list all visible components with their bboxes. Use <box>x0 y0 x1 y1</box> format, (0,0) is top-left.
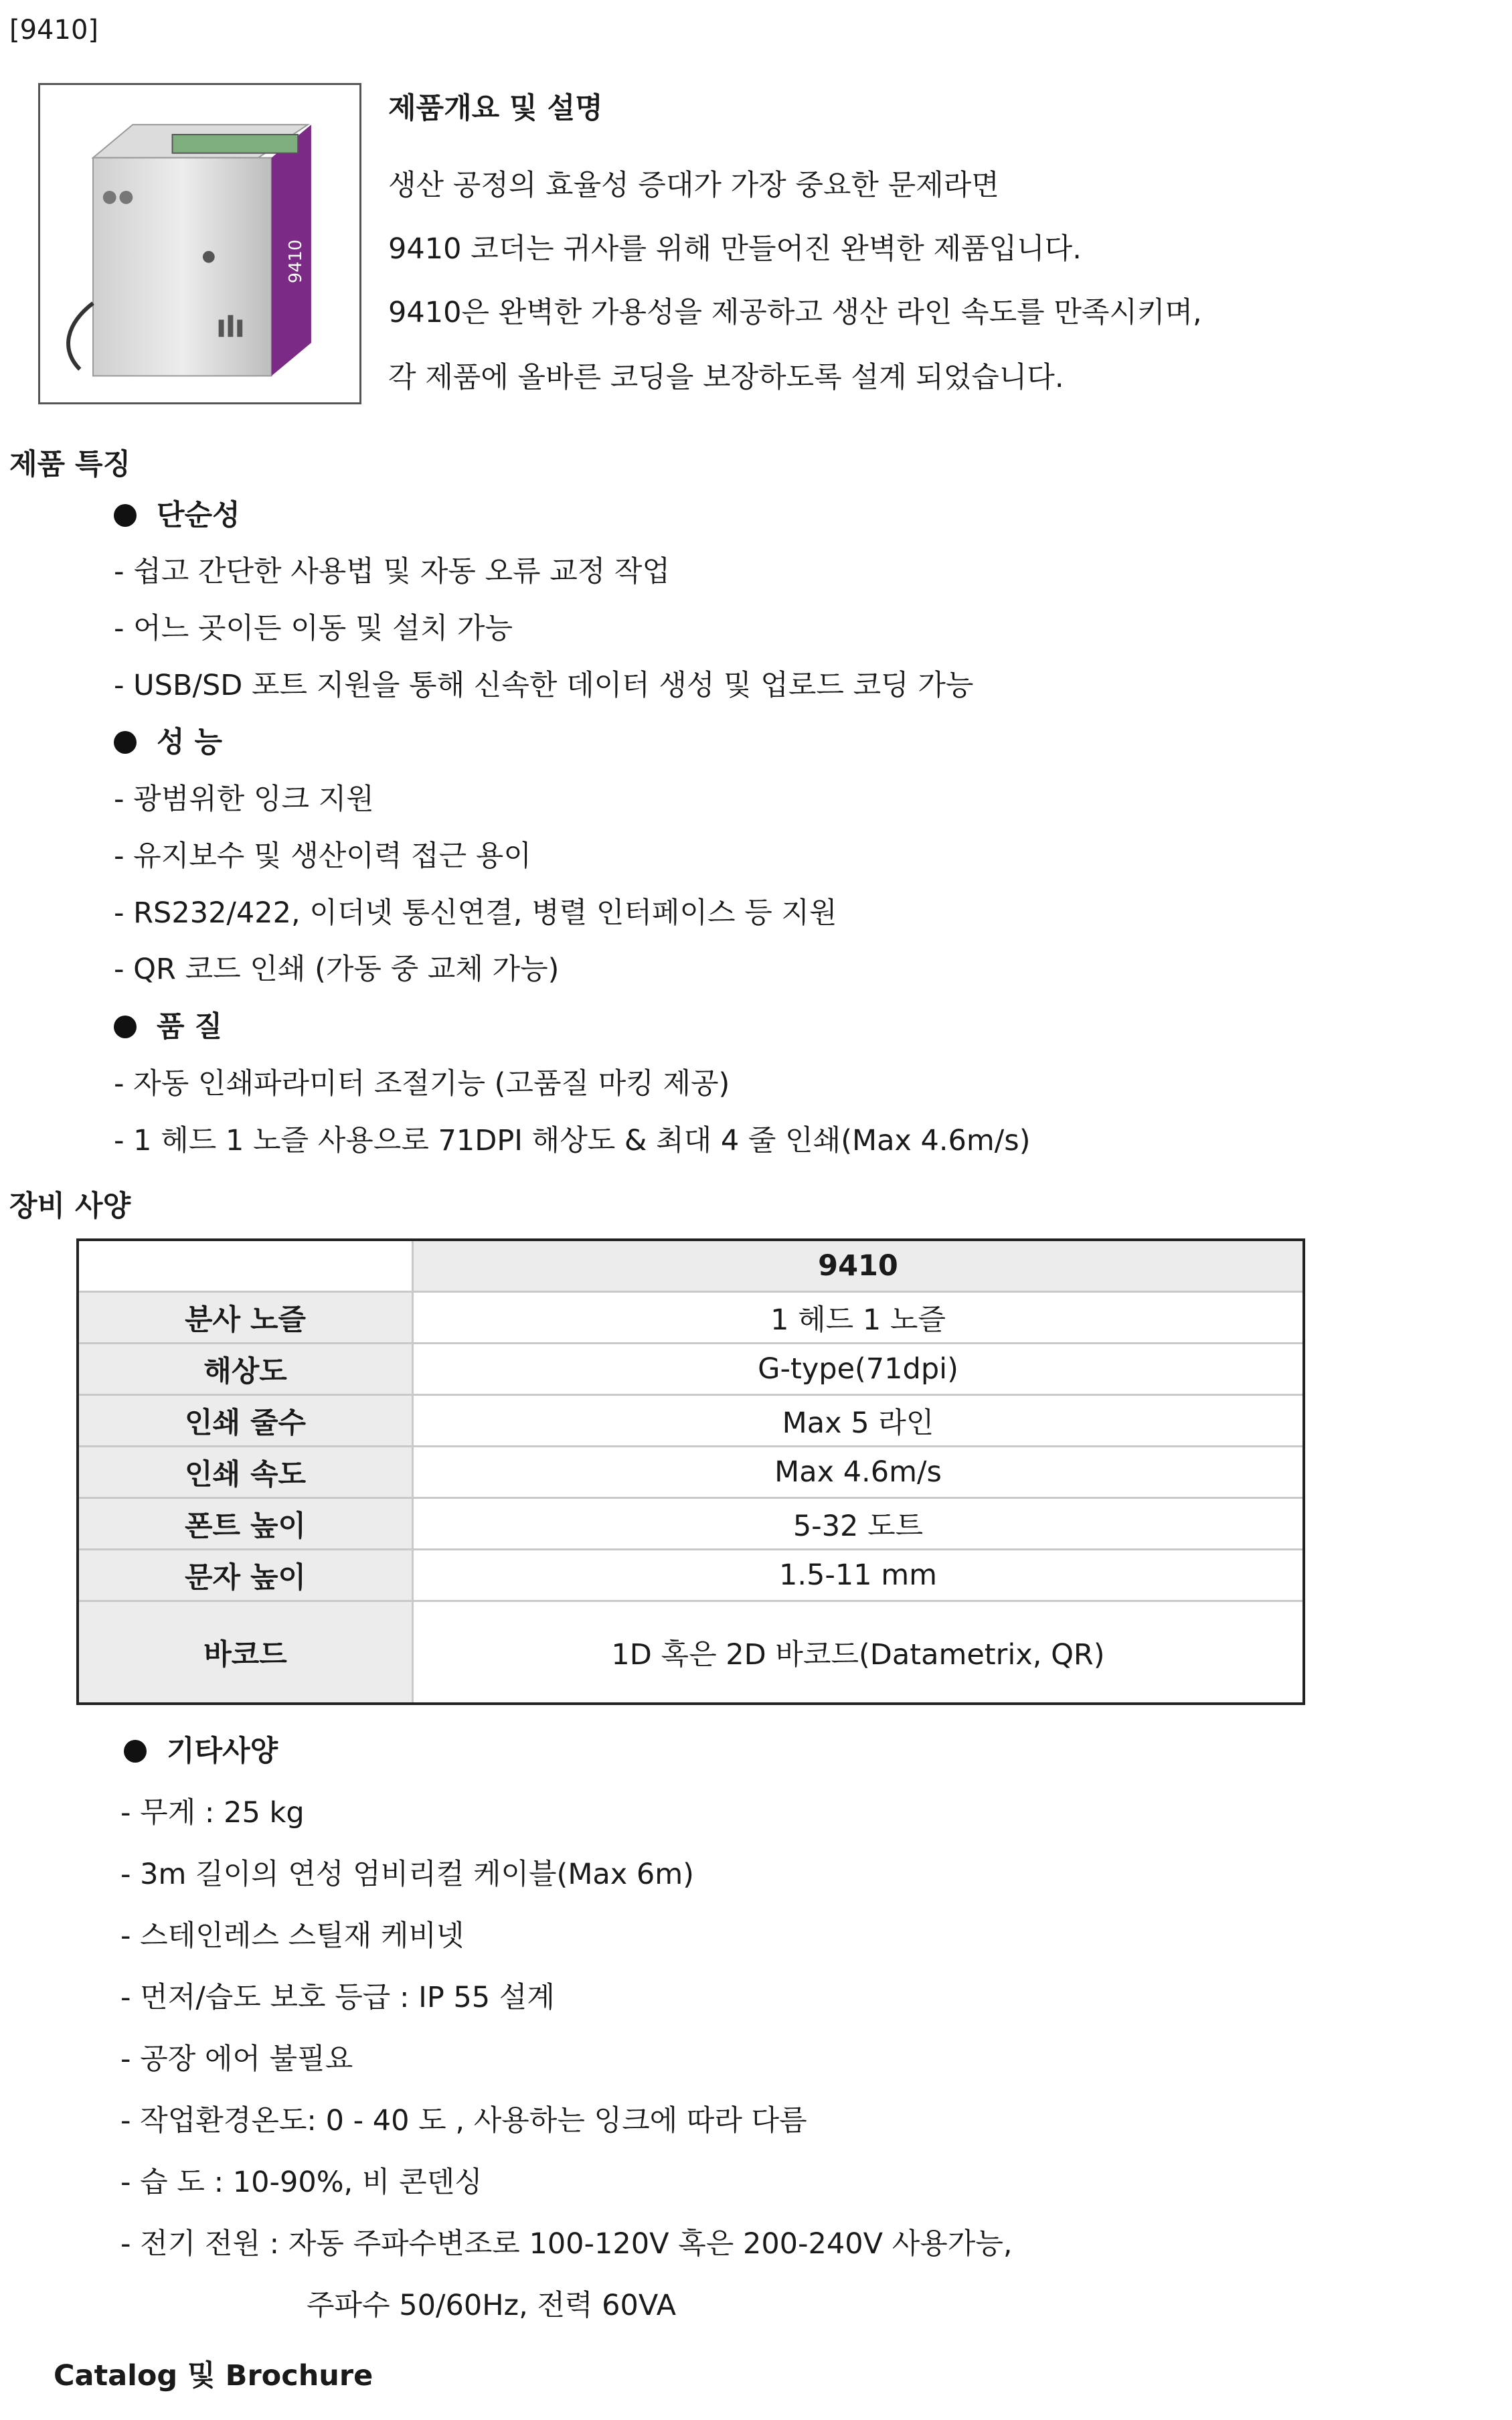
other-spec-item: - 스테인레스 스틸재 케비넷 <box>120 1919 465 1953</box>
table-row <box>78 1447 1304 1498</box>
spec-label: 문자 높이 <box>78 1550 413 1601</box>
other-spec-item: - 작업환경온도: 0 - 40 도 , 사용하는 잉크에 따라 다름 <box>120 2104 807 2137</box>
spec-table <box>76 1238 1305 1705</box>
feature-item: - 광범위한 잉크 지원 <box>114 783 374 816</box>
table-row <box>78 1344 1304 1395</box>
spec-label: 분사 노즐 <box>78 1292 413 1344</box>
feature-item: - 자동 인쇄파라미터 조절기능 (고품질 마킹 제공) <box>114 1067 730 1101</box>
spec-label: 바코드 <box>78 1601 413 1704</box>
overview-line: 9410은 완벽한 가용성을 제공하고 생산 라인 속도를 만족시키며, <box>388 296 1202 329</box>
other-spec-item: - 전기 전원 : 자동 주파수변조로 100-120V 혹은 200-240V 사용가능, <box>120 2227 1013 2261</box>
document-tag: [9410] <box>9 15 99 46</box>
spec-value: 1 헤드 1 노즐 <box>413 1292 1305 1344</box>
spec-value: G-type(71dpi) <box>413 1344 1305 1395</box>
overview-title: 제품개요 및 설명 <box>388 92 603 125</box>
bullet-dot-icon <box>114 504 137 527</box>
feature-item: - USB/SD 포트 지원을 통해 신속한 데이터 생성 및 업로드 코딩 가능 <box>114 669 974 702</box>
spec-value: 5-32 도트 <box>413 1498 1305 1550</box>
feature-group-title: 품 질 <box>114 1004 222 1045</box>
spec-value: Max 5 라인 <box>413 1395 1305 1447</box>
bullet-dot-icon <box>124 1740 147 1763</box>
side-label: 9410 <box>286 239 307 284</box>
spec-label: 인쇄 줄수 <box>78 1395 413 1447</box>
spec-value: 1.5-11 mm <box>413 1550 1305 1601</box>
other-spec-continuation: 주파수 50/60Hz, 전력 60VA <box>307 2289 676 2322</box>
table-row <box>78 1601 1304 1704</box>
other-spec-item: - 먼저/습도 보호 등급 : IP 55 설계 <box>120 1981 555 2014</box>
spec-label: 해상도 <box>78 1344 413 1395</box>
feature-item: - 쉽고 간단한 사용법 및 자동 오류 교정 작업 <box>114 555 671 588</box>
feature-item: - QR 코드 인쇄 (가동 중 교체 가능) <box>114 953 560 986</box>
other-specs-title: 기타사양 <box>124 1728 278 1769</box>
feature-group-title: 단순성 <box>114 493 240 534</box>
features-heading: 제품 특징 <box>9 448 131 481</box>
table-row <box>78 1498 1304 1550</box>
product-image <box>38 83 361 404</box>
feature-item: - 어느 곳이든 이동 및 설치 가능 <box>114 612 513 645</box>
table-header-row <box>78 1240 1304 1292</box>
specs-heading: 장비 사양 <box>9 1190 131 1223</box>
other-spec-item: - 3m 길이의 연성 엄비리컬 케이블(Max 6m) <box>120 1858 694 1891</box>
table-row <box>78 1550 1304 1601</box>
bullet-dot-icon <box>114 1016 137 1038</box>
overview-line: 생산 공정의 효율성 증대가 가장 중요한 문제라면 <box>388 169 999 202</box>
feature-group-title: 성 능 <box>114 720 222 760</box>
other-spec-item: - 공장 에어 불필요 <box>120 2042 353 2076</box>
table-corner-cell <box>78 1240 413 1292</box>
spec-label: 인쇄 속도 <box>78 1447 413 1498</box>
other-spec-item: - 무게 : 25 kg <box>120 1796 305 1830</box>
overview-line: 9410 코더는 귀사를 위해 만들어진 완벽한 제품입니다. <box>388 232 1082 266</box>
table-row <box>78 1395 1304 1447</box>
other-spec-item: - 습 도 : 10-90%, 비 콘덴싱 <box>120 2166 483 2199</box>
feature-item: - RS232/422, 이더넷 통신연결, 병렬 인터페이스 등 지원 <box>114 896 837 930</box>
spec-value: Max 4.6m/s <box>413 1447 1305 1498</box>
table-row <box>78 1292 1304 1344</box>
spec-value: 1D 혹은 2D 바코드(Datametrix, QR) <box>413 1601 1305 1704</box>
bullet-dot-icon <box>114 731 137 754</box>
inkjet-printer-photo-icon <box>40 85 359 402</box>
catalog-label: Catalog 및 Brochure <box>54 2359 373 2393</box>
feature-item: - 1 헤드 1 노즐 사용으로 71DPI 해상도 & 최대 4 줄 인쇄(Max 4.6m/s) <box>114 1124 1031 1157</box>
model-header: 9410 <box>413 1240 1305 1292</box>
spec-label: 폰트 높이 <box>78 1498 413 1550</box>
overview-line: 각 제품에 올바른 코딩을 보장하도록 설계 되었습니다. <box>388 361 1064 394</box>
feature-item: - 유지보수 및 생산이력 접근 용이 <box>114 839 531 873</box>
